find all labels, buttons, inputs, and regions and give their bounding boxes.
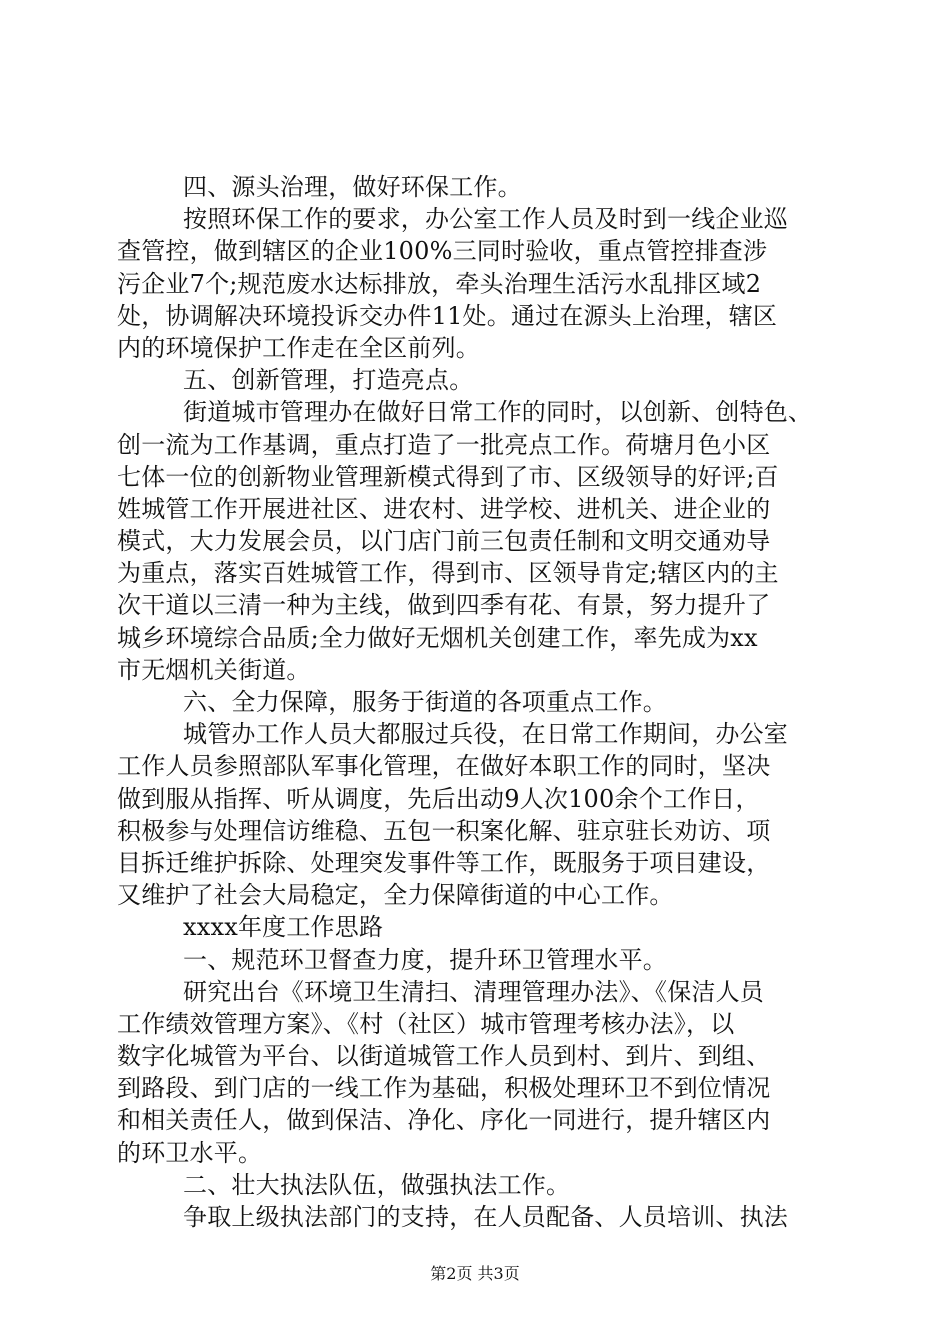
text-line: 市无烟机关街道。: [117, 655, 311, 684]
text-line: 内的环境保护工作走在全区前列。: [117, 333, 480, 362]
text-line: 姓城管工作开展进社区、进农村、进学校、进机关、进企业的: [117, 494, 771, 523]
text-line: 处，协调解决环境投诉交办件11处。通过在源头上治理，辖区: [117, 301, 778, 330]
text-line: 数字化城管为平台、以街道城管工作人员到村、到片、到组、: [117, 1042, 771, 1071]
text-line: 一、规范环卫督查力度，提升环卫管理水平。: [183, 945, 667, 974]
text-line: 次干道以三清一种为主线，做到四季有花、有景，努力提升了: [117, 591, 771, 620]
text-line: 模式，大力发展会员，以门店门前三包责任制和文明交通劝导: [117, 527, 771, 556]
page-footer: 第2页 共3页: [430, 1264, 520, 1283]
text-line: 工作绩效管理方案》、《村（社区）城市管理考核办法》，以: [117, 1009, 735, 1038]
text-line: 四、源头治理，做好环保工作。: [183, 173, 522, 201]
text-line: 目拆迁维护拆除、处理突发事件等工作，既服务于项目建设，: [117, 848, 771, 877]
text-line: 创一流为工作基调，重点打造了一批亮点工作。荷塘月色小区: [117, 430, 771, 459]
document-body: [117, 171, 837, 1233]
text-line: 城管办工作人员大都服过兵役，在日常工作期间，办公室: [183, 720, 788, 749]
text-line: 为重点，落实百姓城管工作，得到市、区领导肯定;辖区内的主: [117, 559, 779, 588]
text-line: 研究出台《环境卫生清扫、清理管理办法》、《保洁人员: [183, 977, 764, 1006]
text-line: 二、壮大执法队伍，做强执法工作。: [183, 1170, 571, 1199]
text-line: 查管控，做到辖区的企业100%三同时验收，重点管控排查涉: [117, 237, 768, 266]
text-line: 七体一位的创新物业管理新模式得到了市、区级领导的好评;百: [117, 462, 779, 491]
text-line: 城乡环境综合品质;全力做好无烟机关创建工作，率先成为xx: [117, 623, 758, 652]
text-line: 积极参与处理信访维稳、五包一积案化解、驻京驻长劝访、项: [117, 816, 771, 845]
text-line: 和相关责任人，做到保洁、净化、序化一同进行，提升辖区内: [117, 1106, 771, 1135]
text-line: 到路段、到门店的一线工作为基础，积极处理环卫不到位情况: [117, 1074, 771, 1103]
text-line: 按照环保工作的要求，办公室工作人员及时到一线企业巡: [183, 205, 788, 234]
text-line: 六、全力保障，服务于街道的各项重点工作。: [183, 688, 667, 716]
text-line: xxxx年度工作思路: [183, 913, 384, 942]
text-line: 争取上级执法部门的支持，在人员配备、人员培训、执法: [183, 1203, 788, 1231]
text-line: 街道城市管理办在做好日常工作的同时，以创新、创特色、: [183, 398, 813, 427]
text-line: 又维护了社会大局稳定，全力保障街道的中心工作。: [117, 881, 674, 910]
text-line: 工作人员参照部队军事化管理，在做好本职工作的同时，坚决: [117, 752, 771, 781]
text-line: 污企业7个;规范废水达标排放，牵头治理生活污水乱排区域2: [117, 269, 762, 298]
text-line: 的环卫水平。: [117, 1138, 263, 1167]
text-line: 五、创新管理，打造亮点。: [183, 366, 474, 395]
text-line: 做到服从指挥、听从调度，先后出动9人次100余个工作日，: [117, 784, 760, 813]
